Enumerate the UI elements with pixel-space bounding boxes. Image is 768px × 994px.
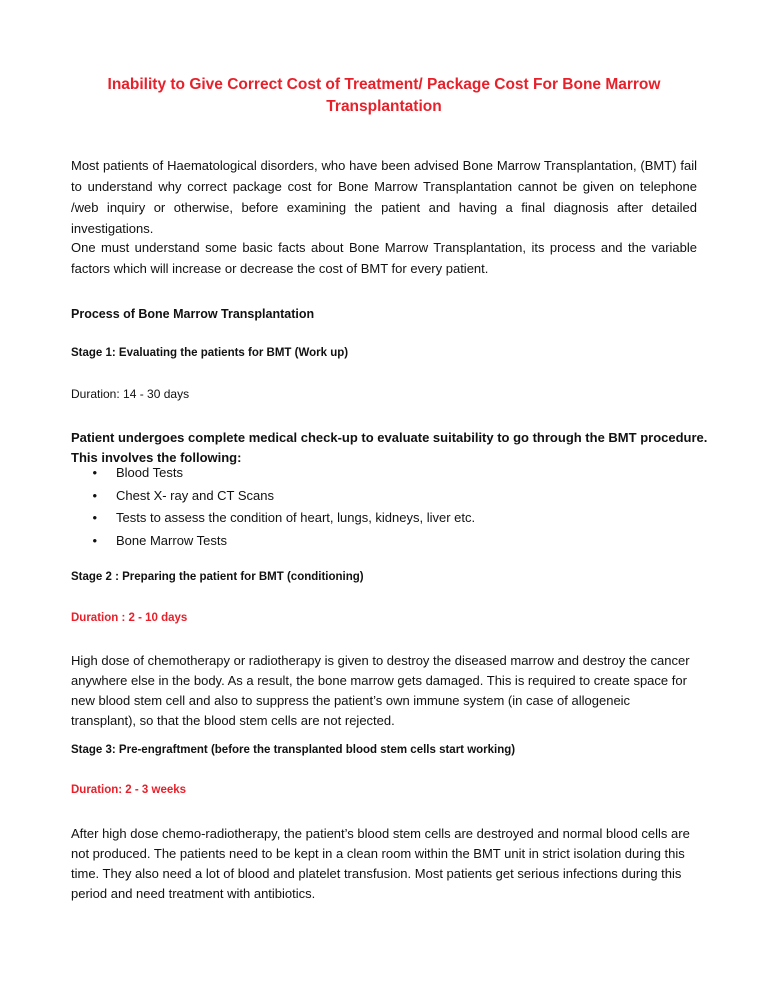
bullet-icon: • xyxy=(92,532,97,548)
stage2-duration: Duration : 2 - 10 days xyxy=(71,612,188,624)
process-heading: Process of Bone Marrow Transplantation xyxy=(71,307,315,321)
list-item xyxy=(71,507,475,530)
intro-paragraph-1: Most patients of Haematological disorders, who have been advised Bone Marrow Transplantation, (BMT) fail to understand why correct package cost for Bone Marrow Transplantation cannot be given on telephone /web inquiry or otherwise, before examining the patient and having a final diagnosis after detailed investigations. xyxy=(71,158,697,236)
bullet-icon: • xyxy=(92,510,97,525)
list-item xyxy=(71,530,475,553)
bullet-icon: • xyxy=(92,465,97,480)
stage3-duration: Duration: 2 - 3 weeks xyxy=(71,784,187,796)
stage1-heading: Stage 1: Evaluating the patients for BMT (Work up) xyxy=(71,347,349,359)
list-item xyxy=(71,462,475,485)
list-item-text: Bone Marrow Tests xyxy=(116,532,228,548)
stage3-heading: Stage 3: Pre-engraftment (before the transplanted blood stem cells start working) xyxy=(71,744,516,756)
stage3-text: After high dose chemo-radiotherapy, the patient’s blood stem cells are destroyed and normal blood cells are not produced. The patients need to be kept in a clean room within the BMT unit in strict isolation during this time. They also need a lot of blood and platelet transfusion. Most patients get serious infections during this period and need treatment with antibiotics. xyxy=(71,826,690,901)
list-item-text: Tests to assess the condition of heart, lungs, kidneys, liver etc. xyxy=(116,510,476,525)
stage2-text: High dose of chemotherapy or radiotherapy is given to destroy the diseased marrow and destroy the cancer anywhere else in the body. As a result, the bone marrow gets damaged. This is required to create space for new blood stem cell and also to suppress the patient’s own immune system (in case of allogeneic transplant), so that the blood stem cells are not rejected. xyxy=(71,653,690,728)
list-item-text: Blood Tests xyxy=(116,465,183,480)
list-item xyxy=(71,485,475,508)
bullet-icon: • xyxy=(92,487,97,503)
document-title: Inability to Give Correct Cost of Treatment/ Package Cost For Bone Marrow Transplantation xyxy=(107,76,661,115)
list-item-text: Chest X- ray and CT Scans xyxy=(116,487,274,503)
intro-paragraph-2: One must understand some basic facts about Bone Marrow Transplantation, its process and the variable factors which will increase or decrease the cost of BMT for every patient. xyxy=(71,240,697,276)
stage1-intro: Patient undergoes complete medical check-up to evaluate suitability to go through the BMT procedure. This involves the following: xyxy=(71,430,708,465)
stage2-heading: Stage 2 : Preparing the patient for BMT (conditioning) xyxy=(71,571,364,583)
stage1-test-list xyxy=(71,462,475,552)
stage1-duration: Duration: 14 - 30 days xyxy=(71,387,190,401)
